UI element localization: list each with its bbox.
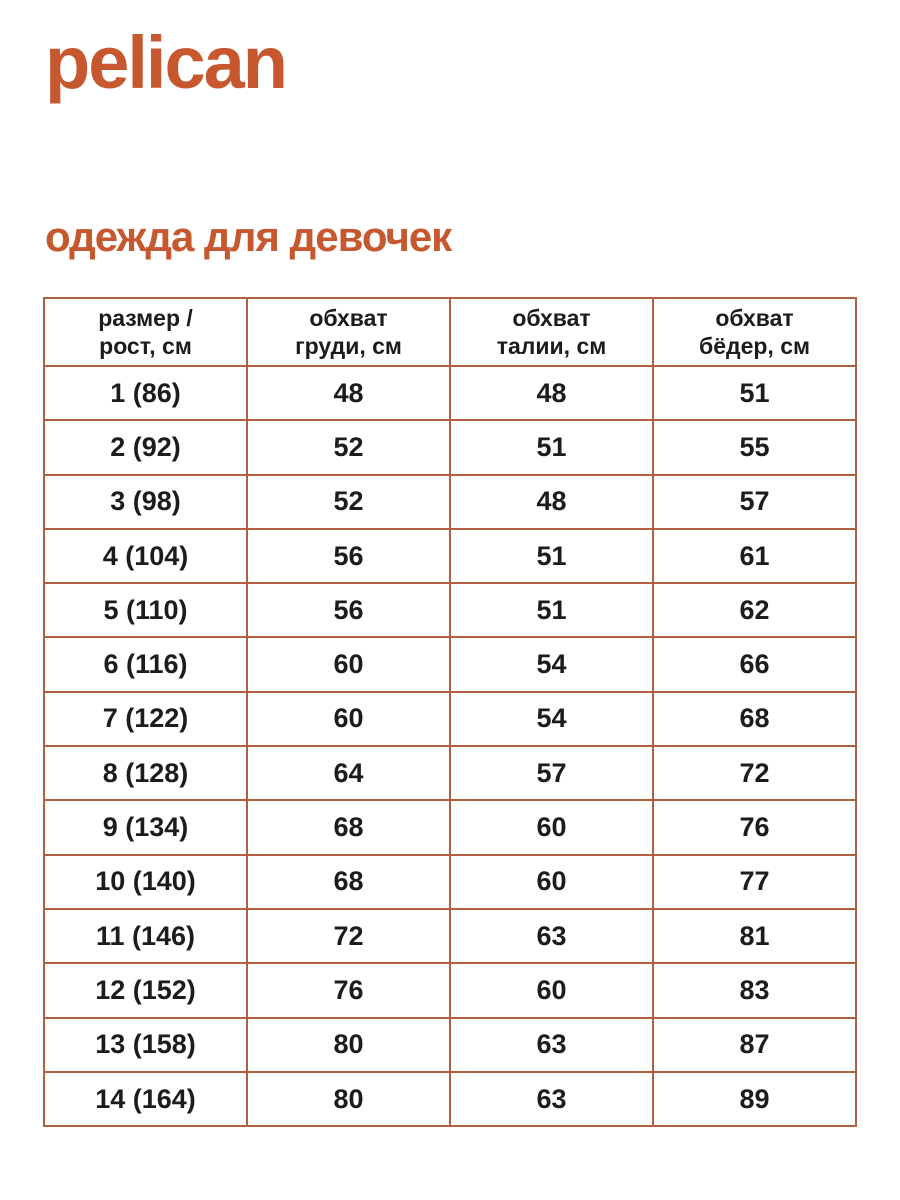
cell-hips: 76	[653, 800, 856, 854]
table-row	[44, 1018, 856, 1072]
size-table	[43, 297, 857, 1127]
cell-chest: 48	[247, 366, 450, 420]
cell-chest: 64	[247, 746, 450, 800]
cell-hips: 55	[653, 420, 856, 474]
brand-logo: pelican	[45, 21, 286, 104]
cell-waist: 54	[450, 692, 653, 746]
cell-waist: 60	[450, 963, 653, 1017]
cell-chest: 80	[247, 1072, 450, 1126]
cell-hips: 87	[653, 1018, 856, 1072]
cell-size: 3 (98)	[44, 475, 247, 529]
cell-size: 11 (146)	[44, 909, 247, 963]
cell-size: 1 (86)	[44, 366, 247, 420]
table-row	[44, 692, 856, 746]
cell-waist: 51	[450, 583, 653, 637]
cell-size: 8 (128)	[44, 746, 247, 800]
col-header-size	[44, 298, 247, 366]
table-row	[44, 529, 856, 583]
cell-chest: 68	[247, 855, 450, 909]
cell-chest: 52	[247, 420, 450, 474]
cell-hips: 62	[653, 583, 856, 637]
cell-waist: 57	[450, 746, 653, 800]
table-header-row	[44, 298, 856, 366]
cell-hips: 66	[653, 637, 856, 691]
header-line: обхват	[309, 304, 388, 331]
cell-hips: 72	[653, 746, 856, 800]
cell-waist: 60	[450, 800, 653, 854]
cell-waist: 48	[450, 366, 653, 420]
header-line: размер /	[98, 304, 193, 331]
table-row	[44, 420, 856, 474]
header-line: обхват	[512, 304, 591, 331]
cell-hips: 77	[653, 855, 856, 909]
cell-size: 10 (140)	[44, 855, 247, 909]
cell-hips: 89	[653, 1072, 856, 1126]
cell-waist: 63	[450, 909, 653, 963]
cell-hips: 61	[653, 529, 856, 583]
cell-chest: 56	[247, 583, 450, 637]
cell-hips: 83	[653, 963, 856, 1017]
cell-chest: 52	[247, 475, 450, 529]
cell-hips: 57	[653, 475, 856, 529]
cell-size: 12 (152)	[44, 963, 247, 1017]
table-row	[44, 1072, 856, 1126]
cell-chest: 60	[247, 637, 450, 691]
cell-hips: 81	[653, 909, 856, 963]
cell-waist: 60	[450, 855, 653, 909]
cell-waist: 63	[450, 1072, 653, 1126]
cell-chest: 76	[247, 963, 450, 1017]
header-line: рост, см	[99, 333, 192, 359]
table-row	[44, 746, 856, 800]
table-row	[44, 637, 856, 691]
cell-waist: 51	[450, 529, 653, 583]
table-row	[44, 963, 856, 1017]
cell-chest: 68	[247, 800, 450, 854]
table-row	[44, 475, 856, 529]
cell-chest: 72	[247, 909, 450, 963]
cell-size: 9 (134)	[44, 800, 247, 854]
header-line: обхват	[715, 304, 794, 331]
cell-waist: 51	[450, 420, 653, 474]
cell-waist: 54	[450, 637, 653, 691]
cell-hips: 51	[653, 366, 856, 420]
cell-size: 4 (104)	[44, 529, 247, 583]
page-title: одежда для девочек	[45, 213, 452, 260]
table-row	[44, 583, 856, 637]
header-line: бёдер, см	[698, 333, 811, 359]
table-row	[44, 909, 856, 963]
cell-size: 14 (164)	[44, 1072, 247, 1126]
table-row	[44, 855, 856, 909]
header-line: талии, см	[496, 333, 607, 359]
cell-size: 5 (110)	[44, 583, 247, 637]
header-line: груди, см	[295, 333, 402, 359]
col-header-hips	[653, 298, 856, 366]
table-row	[44, 366, 856, 420]
cell-waist: 63	[450, 1018, 653, 1072]
cell-hips: 68	[653, 692, 856, 746]
table-row	[44, 800, 856, 854]
cell-size: 13 (158)	[44, 1018, 247, 1072]
col-header-waist	[450, 298, 653, 366]
col-header-chest	[247, 298, 450, 366]
cell-waist: 48	[450, 475, 653, 529]
cell-size: 7 (122)	[44, 692, 247, 746]
cell-chest: 56	[247, 529, 450, 583]
cell-chest: 60	[247, 692, 450, 746]
cell-size: 6 (116)	[44, 637, 247, 691]
cell-chest: 80	[247, 1018, 450, 1072]
cell-size: 2 (92)	[44, 420, 247, 474]
